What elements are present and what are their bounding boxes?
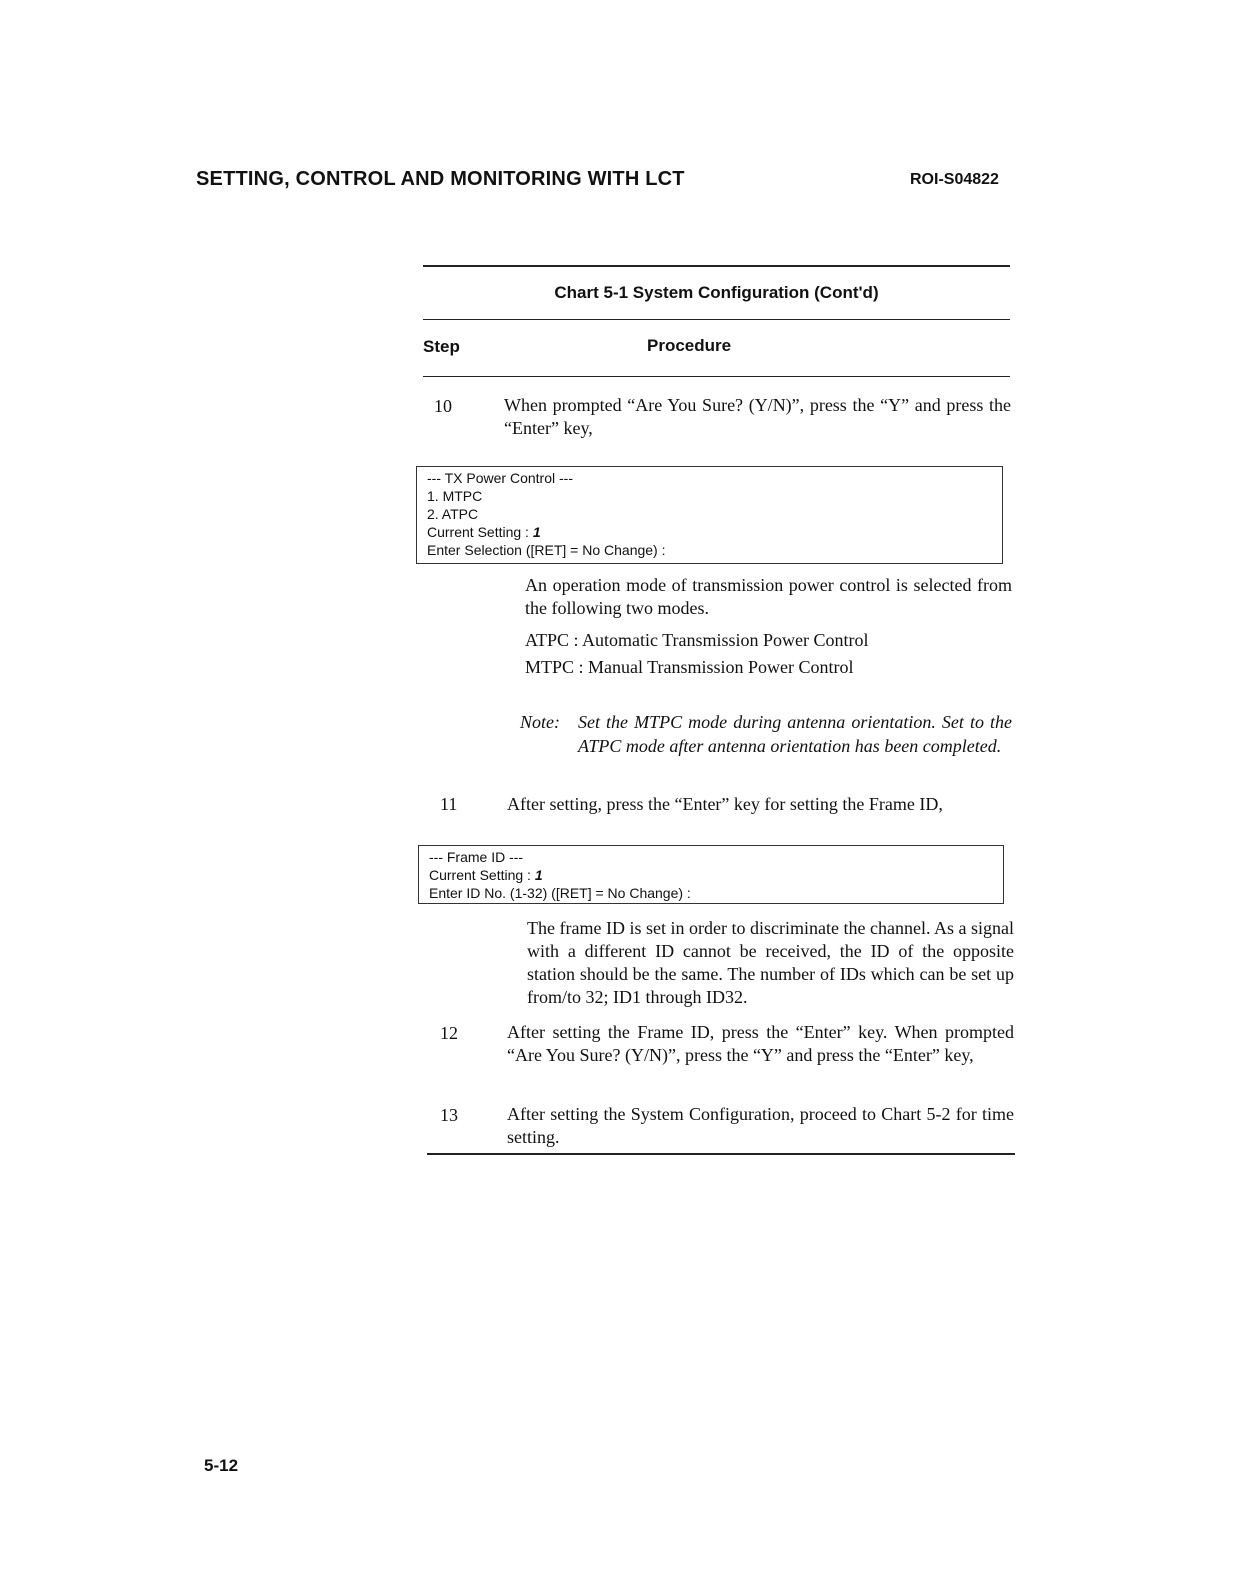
screen-line: --- Frame ID --- xyxy=(429,849,524,865)
column-header-step: Step xyxy=(423,337,460,356)
note-label: Note: xyxy=(520,712,560,732)
header-rule xyxy=(423,376,1010,377)
step-12-text: After setting the Frame ID, press the “Enter” key. When prompted “Are You Sure? (Y/N)”, press the “Y” and press the “Enter” key, xyxy=(507,1022,1014,1065)
table-bottom-rule xyxy=(427,1153,1015,1155)
step-number-13: 13 xyxy=(440,1105,458,1125)
page-number: 5-12 xyxy=(204,1456,239,1475)
current-setting-label: Current Setting : xyxy=(427,524,533,540)
current-setting-line xyxy=(427,523,1002,541)
current-setting-value: 1 xyxy=(532,524,541,540)
mtpc-definition: MTPC : Manual Transmission Power Control xyxy=(525,657,854,677)
current-setting-value: 1 xyxy=(534,867,543,883)
enter-id-prompt: Enter ID No. (1-32) ([RET] = No Change) : xyxy=(429,885,691,901)
column-header-procedure: Procedure xyxy=(647,336,732,355)
chart-title: Chart 5-1 System Configuration (Cont'd) xyxy=(554,283,879,302)
menu-option-atpc: 2. ATPC xyxy=(427,506,479,522)
step-13-text: After setting the System Configuration, proceed to Chart 5-2 for time setting. xyxy=(507,1104,1014,1147)
frame-id-description: The frame ID is set in order to discriminate the channel. As a signal with a different ID cannot be received, the ID of the opposite station should be the same. The number of IDs which can be set up from/to 32; ID1 through ID32. xyxy=(527,918,1014,1007)
menu-option-mtpc: 1. MTPC xyxy=(427,488,483,504)
enter-selection-prompt: Enter Selection ([RET] = No Change) : xyxy=(427,542,666,558)
tx-power-control-screen xyxy=(416,466,1003,564)
step-11-text: After setting, press the “Enter” key for setting the Frame ID, xyxy=(507,794,943,814)
atpc-definition: ATPC : Automatic Transmission Power Control xyxy=(525,630,869,650)
frame-id-screen xyxy=(418,845,1004,904)
page-header-title: SETTING, CONTROL AND MONITORING WITH LCT xyxy=(196,168,685,190)
title-rule xyxy=(423,319,1010,320)
current-setting-label: Current Setting : xyxy=(429,867,535,883)
step-number-11: 11 xyxy=(440,794,458,814)
operation-mode-description: An operation mode of transmission power control is selected from the following two modes. xyxy=(525,575,1012,618)
document-id: ROI-S04822 xyxy=(910,171,999,188)
step-10-text: When prompted “Are You Sure? (Y/N)”, press the “Y” and press the “Enter” key, xyxy=(504,395,1011,438)
table-top-rule xyxy=(423,265,1010,267)
step-number-10: 10 xyxy=(434,396,452,416)
step-number-12: 12 xyxy=(440,1023,458,1043)
note-text: Set the MTPC mode during antenna orientation. Set to the ATPC mode after antenna orientation has been completed. xyxy=(578,712,1012,756)
note-block xyxy=(520,710,1014,782)
screen-line: --- TX Power Control --- xyxy=(427,470,573,486)
current-setting-line xyxy=(429,866,1003,884)
